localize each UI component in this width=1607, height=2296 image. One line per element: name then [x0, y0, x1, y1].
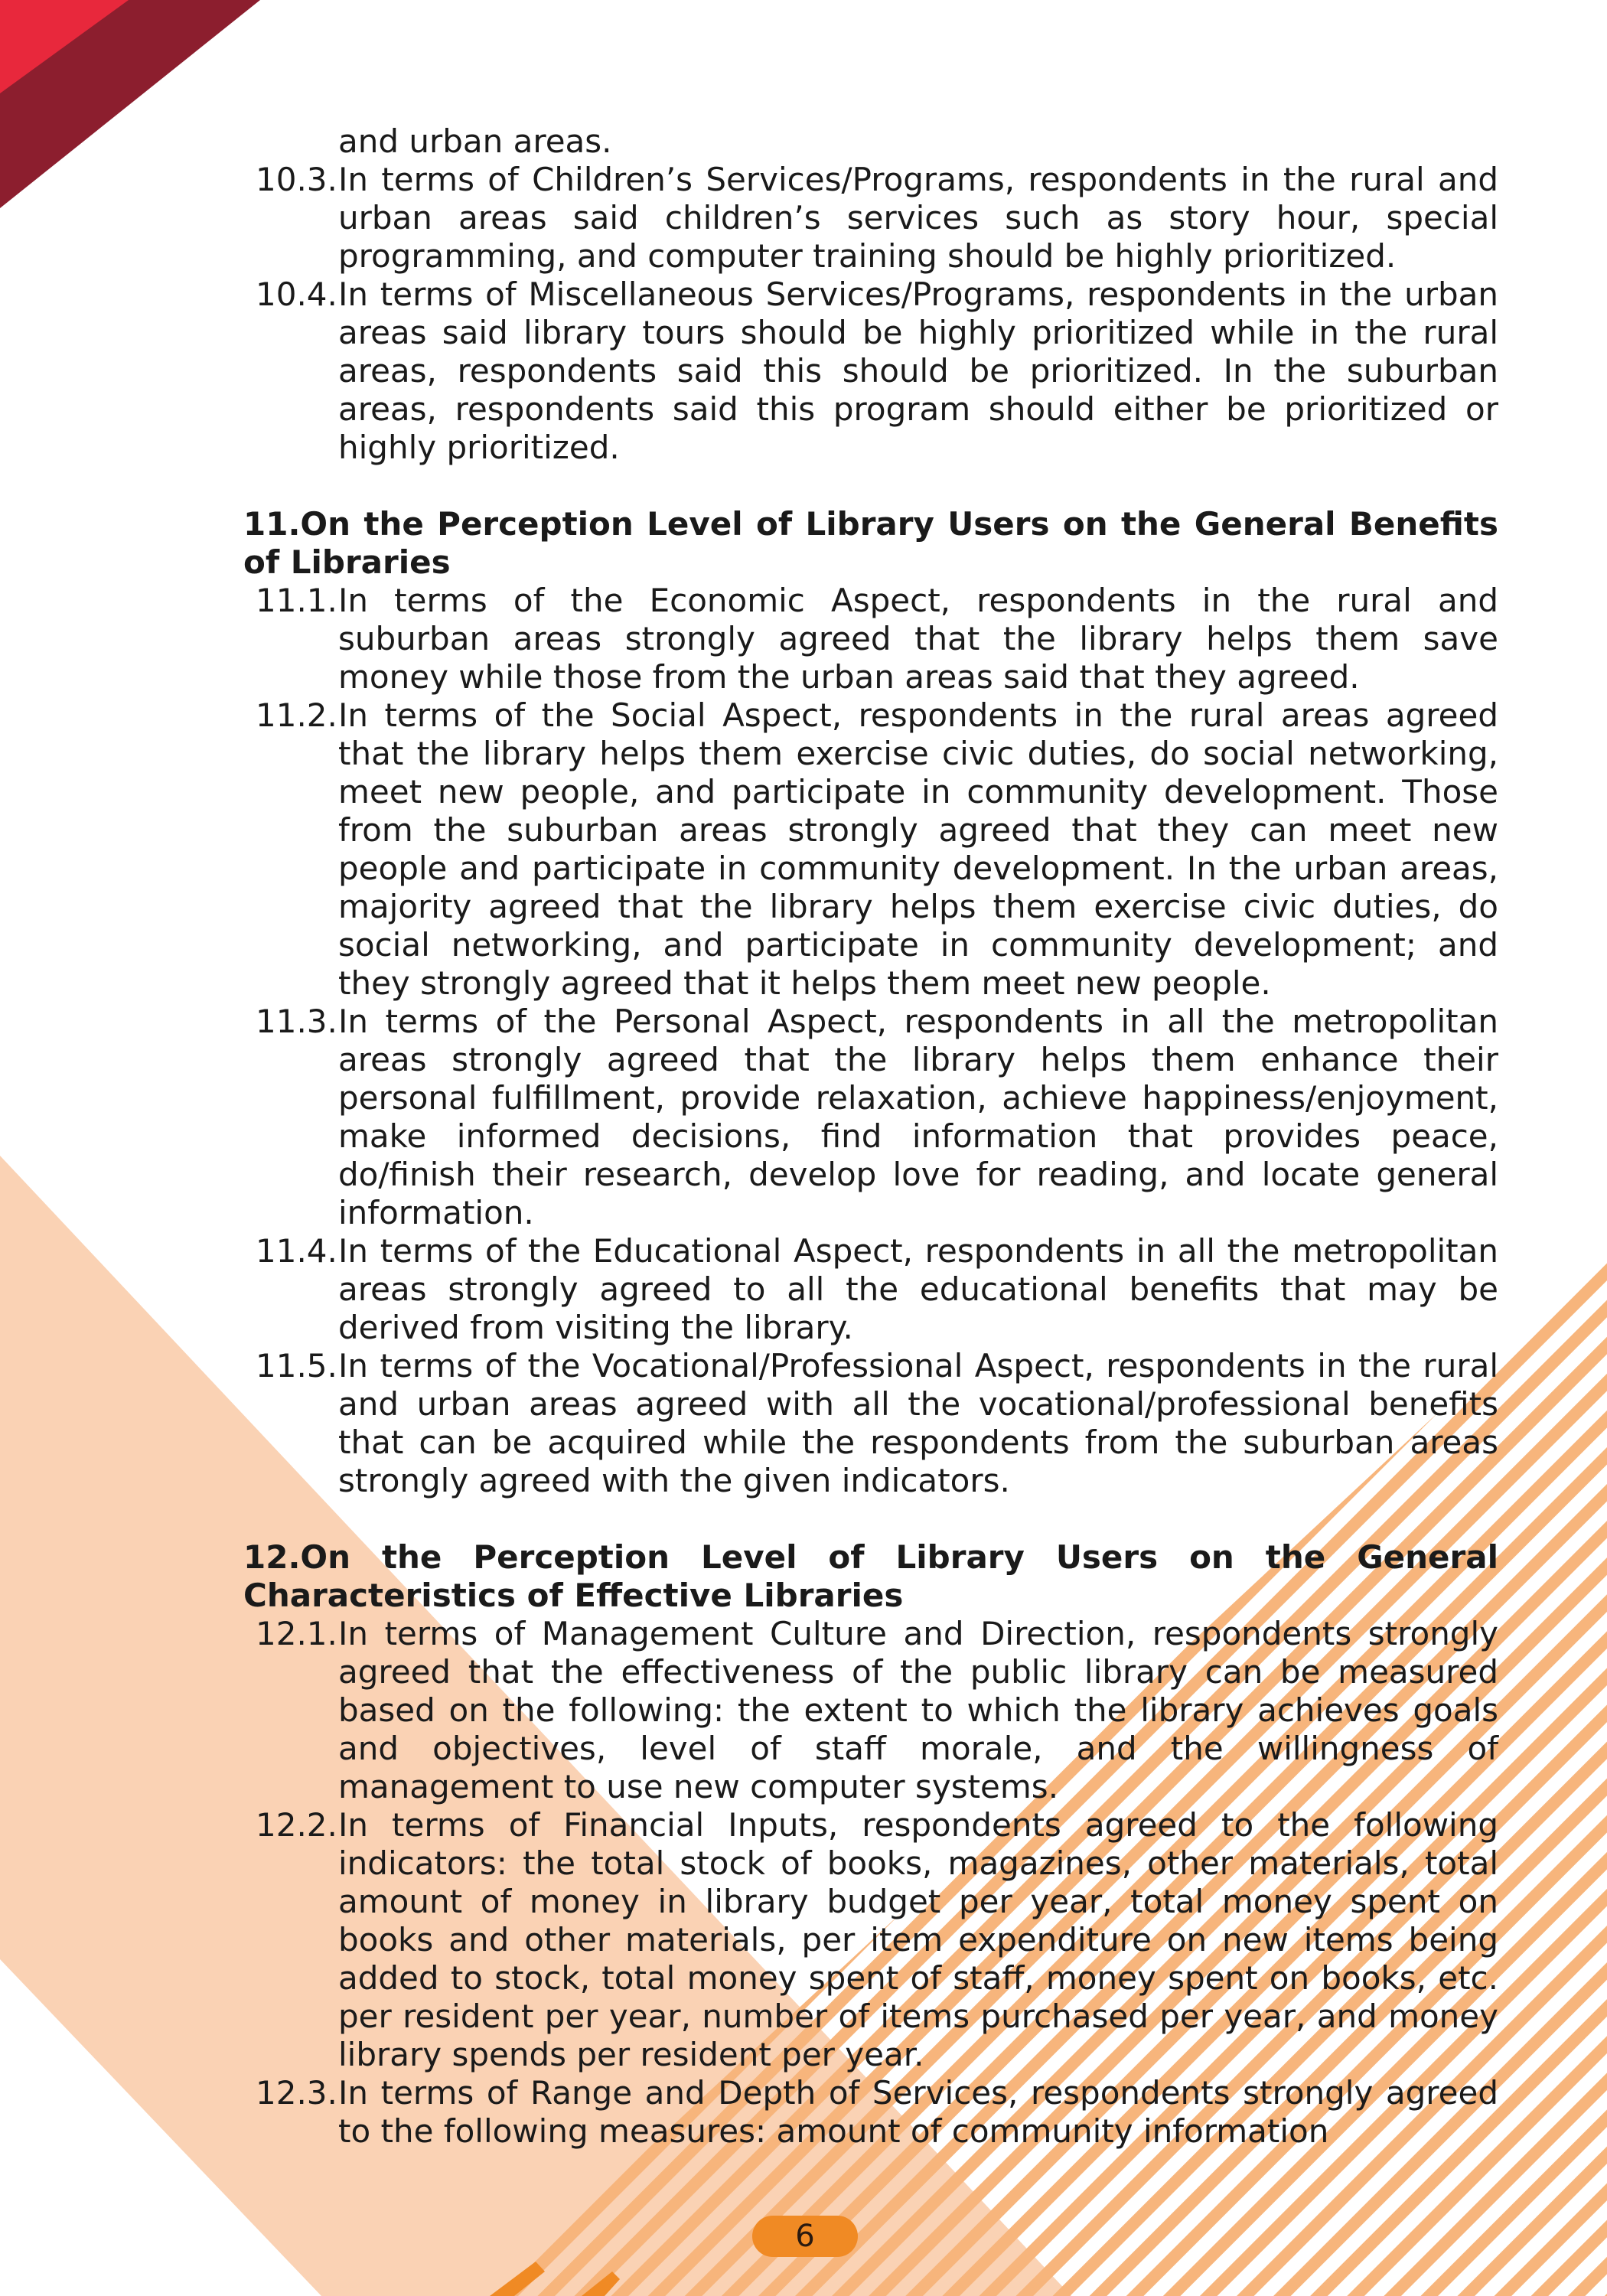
item-number: 11.1. — [256, 582, 337, 619]
item-text: In terms of the Social Aspect, respondents in the rural areas agreed that the library helps them exercise civic duties, do social networking, meet new people, and participate in community development. Those from the suburban areas strongly agreed that they can meet new people and participate in community development. In the urban areas, majority agreed that the library helps them exercise civic duties, do social networking, and participate in community development; and they strongly agreed that it helps them meet new people. — [338, 696, 1498, 1002]
page-number-badge — [752, 2216, 858, 2257]
list-item-10-4 — [243, 276, 1498, 467]
item-number: 11.5. — [256, 1347, 337, 1384]
item-text: In terms of the Economic Aspect, respondents in the rural and suburban areas strongly agreed that the library helps them save money while those from the urban areas said that they agreed. — [338, 582, 1498, 696]
item-number: 10.4. — [256, 276, 337, 313]
item-number: 11.3. — [256, 1003, 337, 1040]
item-number: 10.3. — [256, 161, 337, 198]
item-text: In terms of the Personal Aspect, respondents in all the metropolitan areas strongly agreed that the library helps them enhance their personal fulfillment, provide relaxation, achieve happiness/enjoyment, make informed decisions, find information that provides peace, do/finish their research, develop love for reading, and locate general information. — [338, 1003, 1498, 1231]
item-number: 12.2. — [256, 1806, 337, 1844]
item-text: In terms of the Educational Aspect, respondents in all the metropolitan areas strongly agreed to all the educational benefits that may be derived from visiting the library. — [338, 1232, 1498, 1346]
item-number: 12.1. — [256, 1615, 337, 1652]
list-item-12-3 — [243, 2074, 1498, 2151]
item-number: 12.3. — [256, 2074, 337, 2112]
list-item-11-1 — [243, 582, 1498, 696]
list-item-11-3 — [243, 1003, 1498, 1232]
section-heading-12: 12.On the Perception Level of Library Users on the General Characteristics of Effective Libraries — [243, 1538, 1498, 1614]
item-text: In terms of Miscellaneous Services/Programs, respondents in the urban areas said library tours should be highly prioritized while in the rural areas, respondents said this should be prioritized. In the suburban areas, respondents said this program should either be prioritized or highly prioritized. — [338, 276, 1498, 466]
list-item-11-5 — [243, 1347, 1498, 1500]
item-text: In terms of Management Culture and Direction, respondents strongly agreed that the effectiveness of the public library can be measured based on the following: the extent to which the library achieves goals and objectives, level of staff morale, and the willingness of management to use new computer systems. — [338, 1615, 1498, 1805]
item-text: In terms of Range and Depth of Services, respondents strongly agreed to the following measures: amount of community information — [338, 2074, 1498, 2150]
list-item-12-2 — [243, 1806, 1498, 2074]
list-item-12-1 — [243, 1615, 1498, 1806]
item-text: In terms of Financial Inputs, respondents agreed to the following indicators: the total stock of books, magazines, other materials, total amount of money in library budget per year, total money spent on books and other materials, per item expenditure on new items being added to stock, total money spent of staff, money spent on books, etc. per resident per year, number of items purchased per year, and money library spends per resident per year. — [338, 1806, 1498, 2073]
item-text: In terms of the Vocational/Professional Aspect, respondents in the rural and urban areas agreed with all the vocational/professional benefits that can be acquired while the respondents from the suburban areas strongly agreed with the given indicators. — [338, 1347, 1498, 1499]
item-number: 11.2. — [256, 696, 337, 734]
section-heading-11: 11.On the Perception Level of Library Users on the General Benefits of Libraries — [243, 505, 1498, 581]
list-item-11-4 — [243, 1232, 1498, 1347]
page-number: 6 — [795, 2219, 815, 2254]
list-item-11-2 — [243, 696, 1498, 1003]
document-body — [243, 122, 1498, 2151]
item-number: 11.4. — [256, 1232, 337, 1270]
continued-paragraph: and urban areas. — [338, 122, 612, 160]
list-item-10-3 — [243, 161, 1498, 276]
item-text: In terms of Children’s Services/Programs, respondents in the rural and urban areas said children’s services such as story hour, special programming, and computer training should be highly prioritized. — [338, 161, 1498, 275]
